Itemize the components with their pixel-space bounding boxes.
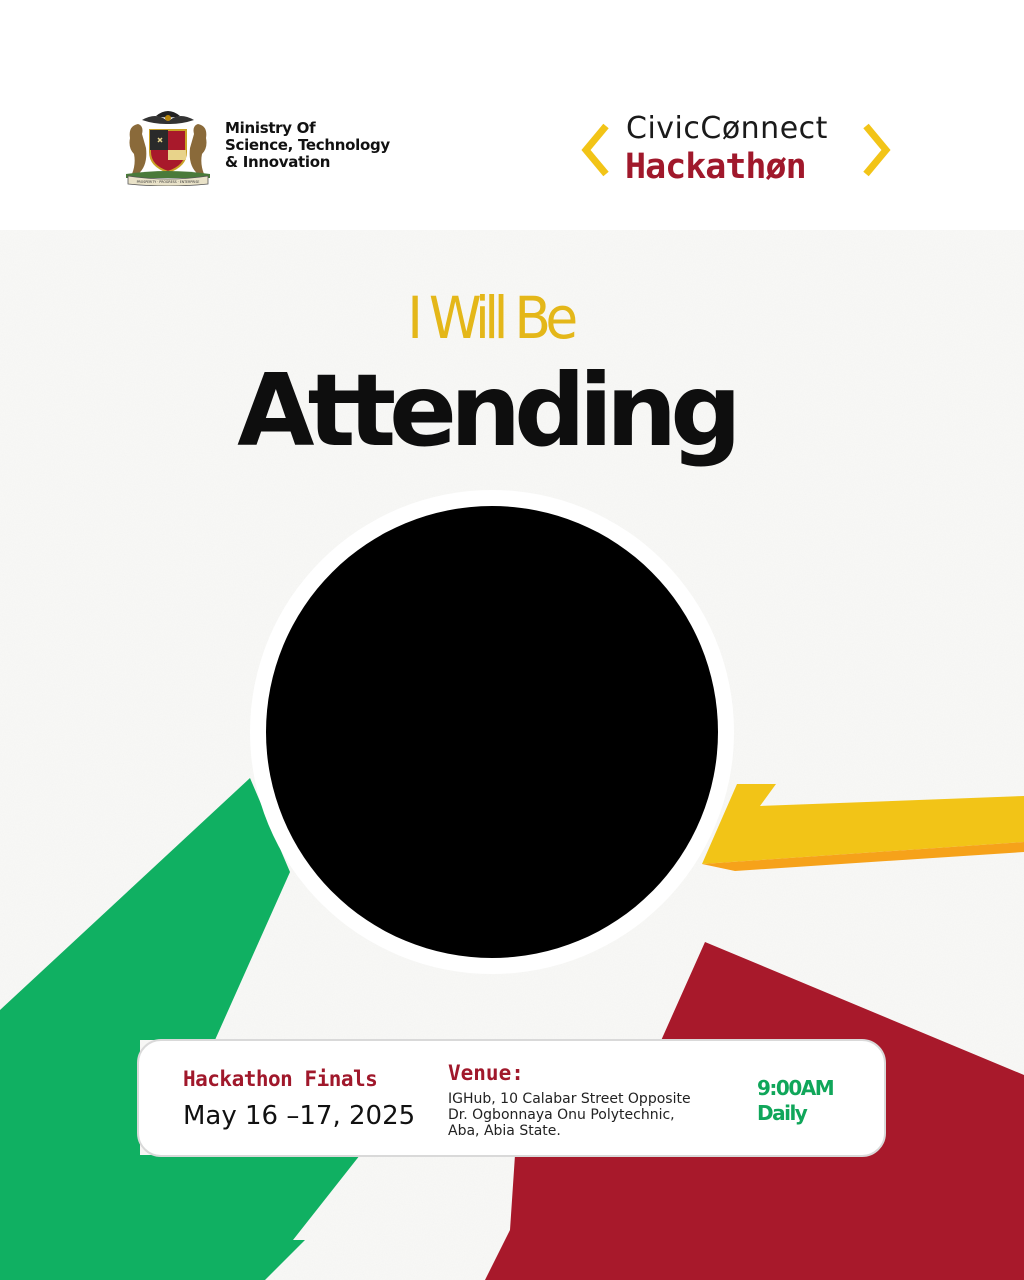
event-time [757,1076,833,1126]
ministry-line-2: Science, Technology [225,136,390,154]
headline-line-2: Attending [237,352,735,469]
venue-line-3: Aba, Abia State. [448,1123,561,1139]
chevron-left-icon [578,122,614,178]
venue-line-1: IGHub, 10 Calabar Street Opposite [448,1091,691,1107]
ministry-logo [122,108,422,188]
ministry-line-1: Ministry Of [225,119,316,137]
event-title: Hackathon Finals [183,1067,378,1091]
brand-line-2: Hackathøn [625,147,806,187]
chevron-right-icon [858,122,894,178]
event-dates: May 16 –17, 2025 [183,1101,416,1131]
brand-line-1: CivicCønnect [626,111,828,146]
ministry-name [225,120,390,171]
photo-placeholder[interactable] [266,506,718,958]
headline-line-1: I Will Be [407,284,573,352]
time-line-2: Daily [757,1101,807,1125]
crest-motto: PROSPERITY · PROGRESS · ENTERPRISE [136,180,200,184]
venue-line-2: Dr. Ogbonnaya Onu Polytechnic, [448,1107,675,1123]
coat-of-arms-icon [122,108,214,186]
time-line-1: 9:00AM [757,1076,834,1100]
civicconnect-logo [578,108,898,190]
venue-label: Venue: [448,1061,524,1085]
venue-address [448,1091,691,1139]
ministry-line-3: & Innovation [225,153,331,171]
event-info-card [137,1039,886,1157]
photo-frame[interactable] [250,490,740,980]
